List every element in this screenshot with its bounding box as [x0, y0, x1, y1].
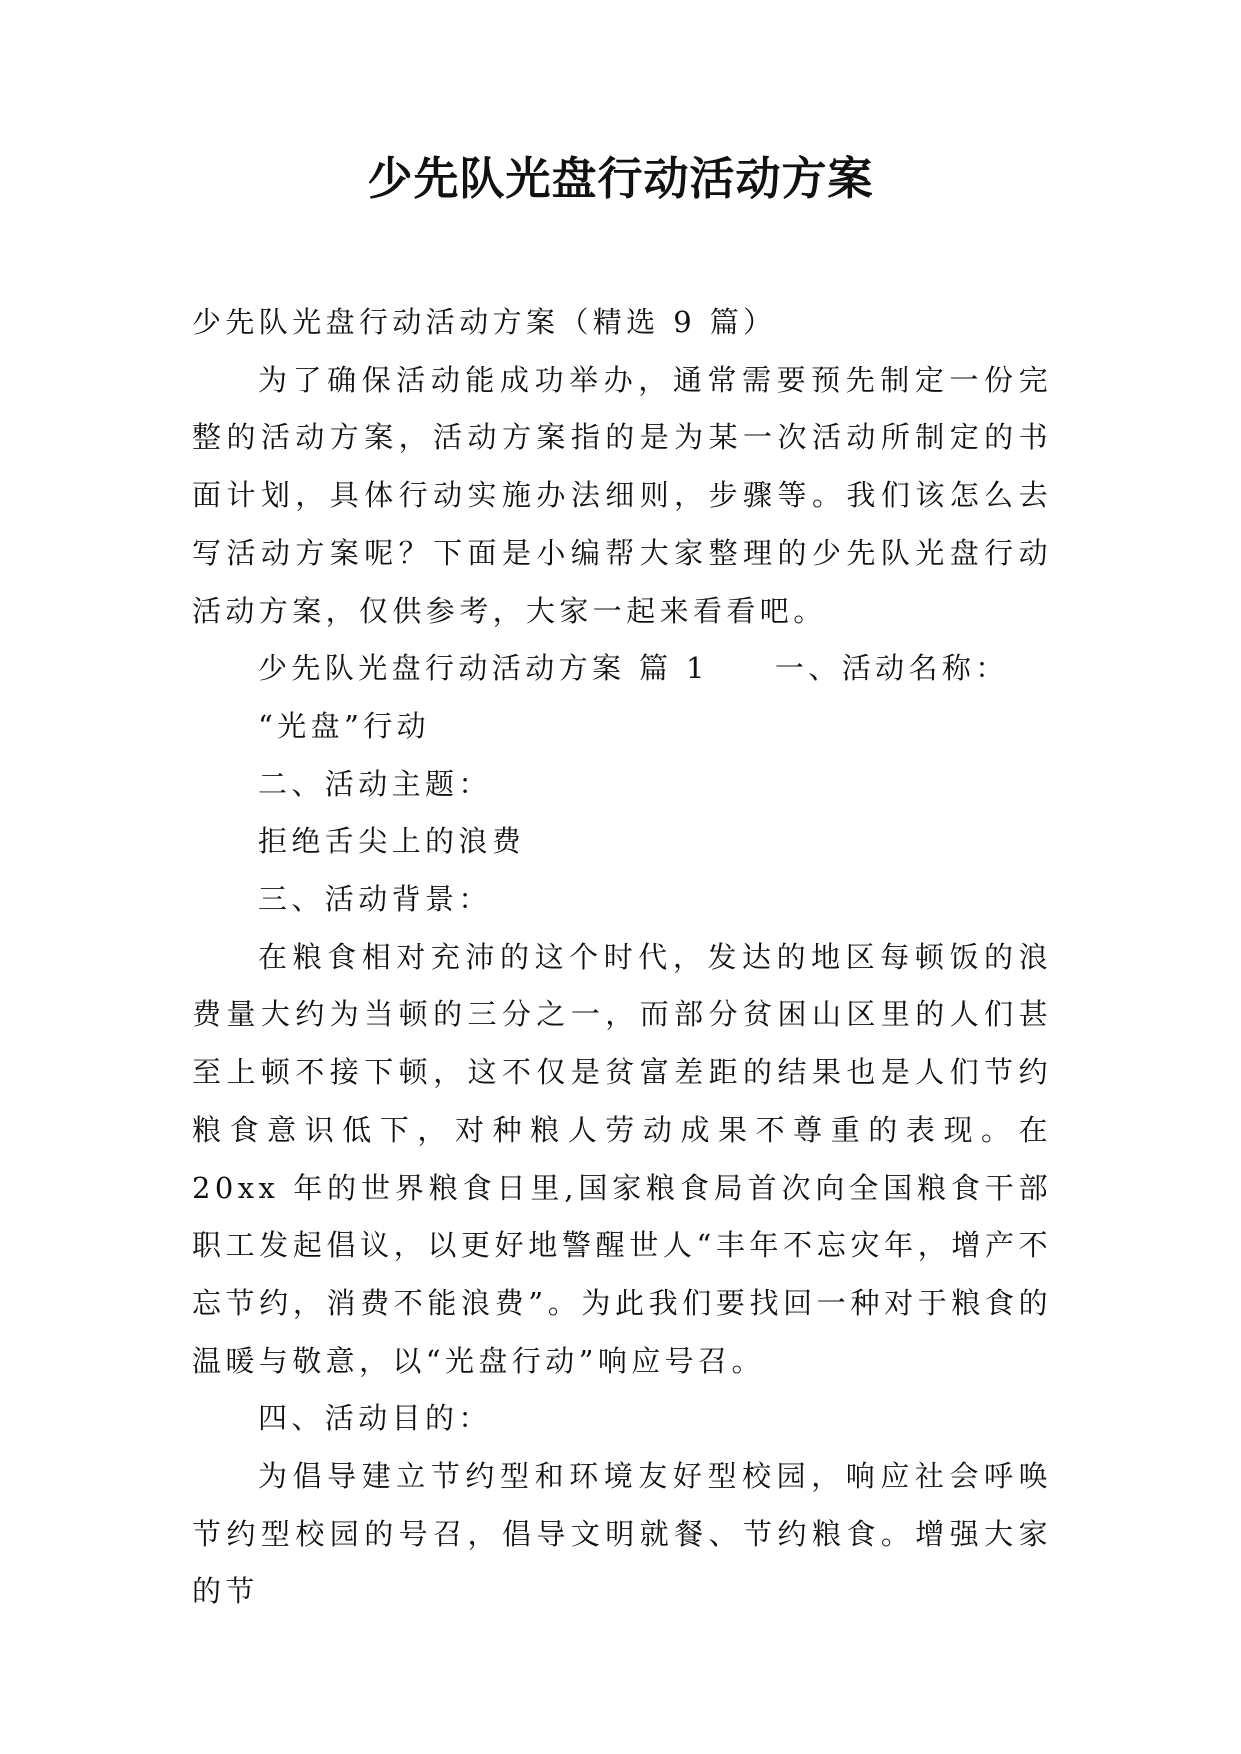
section3-heading: 三、活动背景： [258, 882, 492, 917]
section1-heading: 一、活动名称： [774, 651, 1009, 686]
section4-heading: 四、活动目的： [258, 1401, 492, 1436]
section3-body: 在粮食相对充沛的这个时代，发达的地区每顿饭的浪费量大约为当顿的三分之一，而部分贫困山区里的人们甚至上顿不接下顿，这不仅是贫富差距的结果也是人们节约粮食意识低下，对种粮人劳动成果不尊重的表现。在 20xx 年的世界粮食日里,国家粮食局首次向全国粮食干部职工发起倡议，以更好地警醒世人“丰年不忘灾年，增产不忘节约，消费不能浪费”。为此我们要找回一种对于粮食的温暖与敬意，以“光盘行动”响应号召。 [192, 939, 1052, 1378]
document-subtitle: 少先队光盘行动活动方案（精选 9 篇） [192, 305, 777, 339]
section2-body: 拒绝舌尖上的浪费 [258, 824, 526, 859]
document-body [192, 294, 1052, 1621]
section2-heading: 二、活动主题： [258, 766, 492, 801]
piece-heading: 少先队光盘行动活动方案 篇 1 [258, 651, 709, 686]
section1-body: “光盘”行动 [258, 708, 431, 743]
intro-paragraph: 为了确保活动能成功举办，通常需要预先制定一份完整的活动方案，活动方案指的是为某一次活动所制定的书面计划，具体行动实施办法细则，步骤等。我们该怎么去写活动方案呢？下面是小编帮大家整理的少先队光盘行动活动方案，仅供参考，大家一起来看看吧。 [192, 362, 1052, 628]
section4-body: 为倡导建立节约型和环境友好型校园，响应社会呼唤节约型校园的号召，倡导文明就餐、节约粮食。增强大家的节 [192, 1459, 1052, 1609]
document-title: 少先队光盘行动活动方案 [367, 152, 874, 205]
piece-heading-line [192, 640, 1052, 698]
